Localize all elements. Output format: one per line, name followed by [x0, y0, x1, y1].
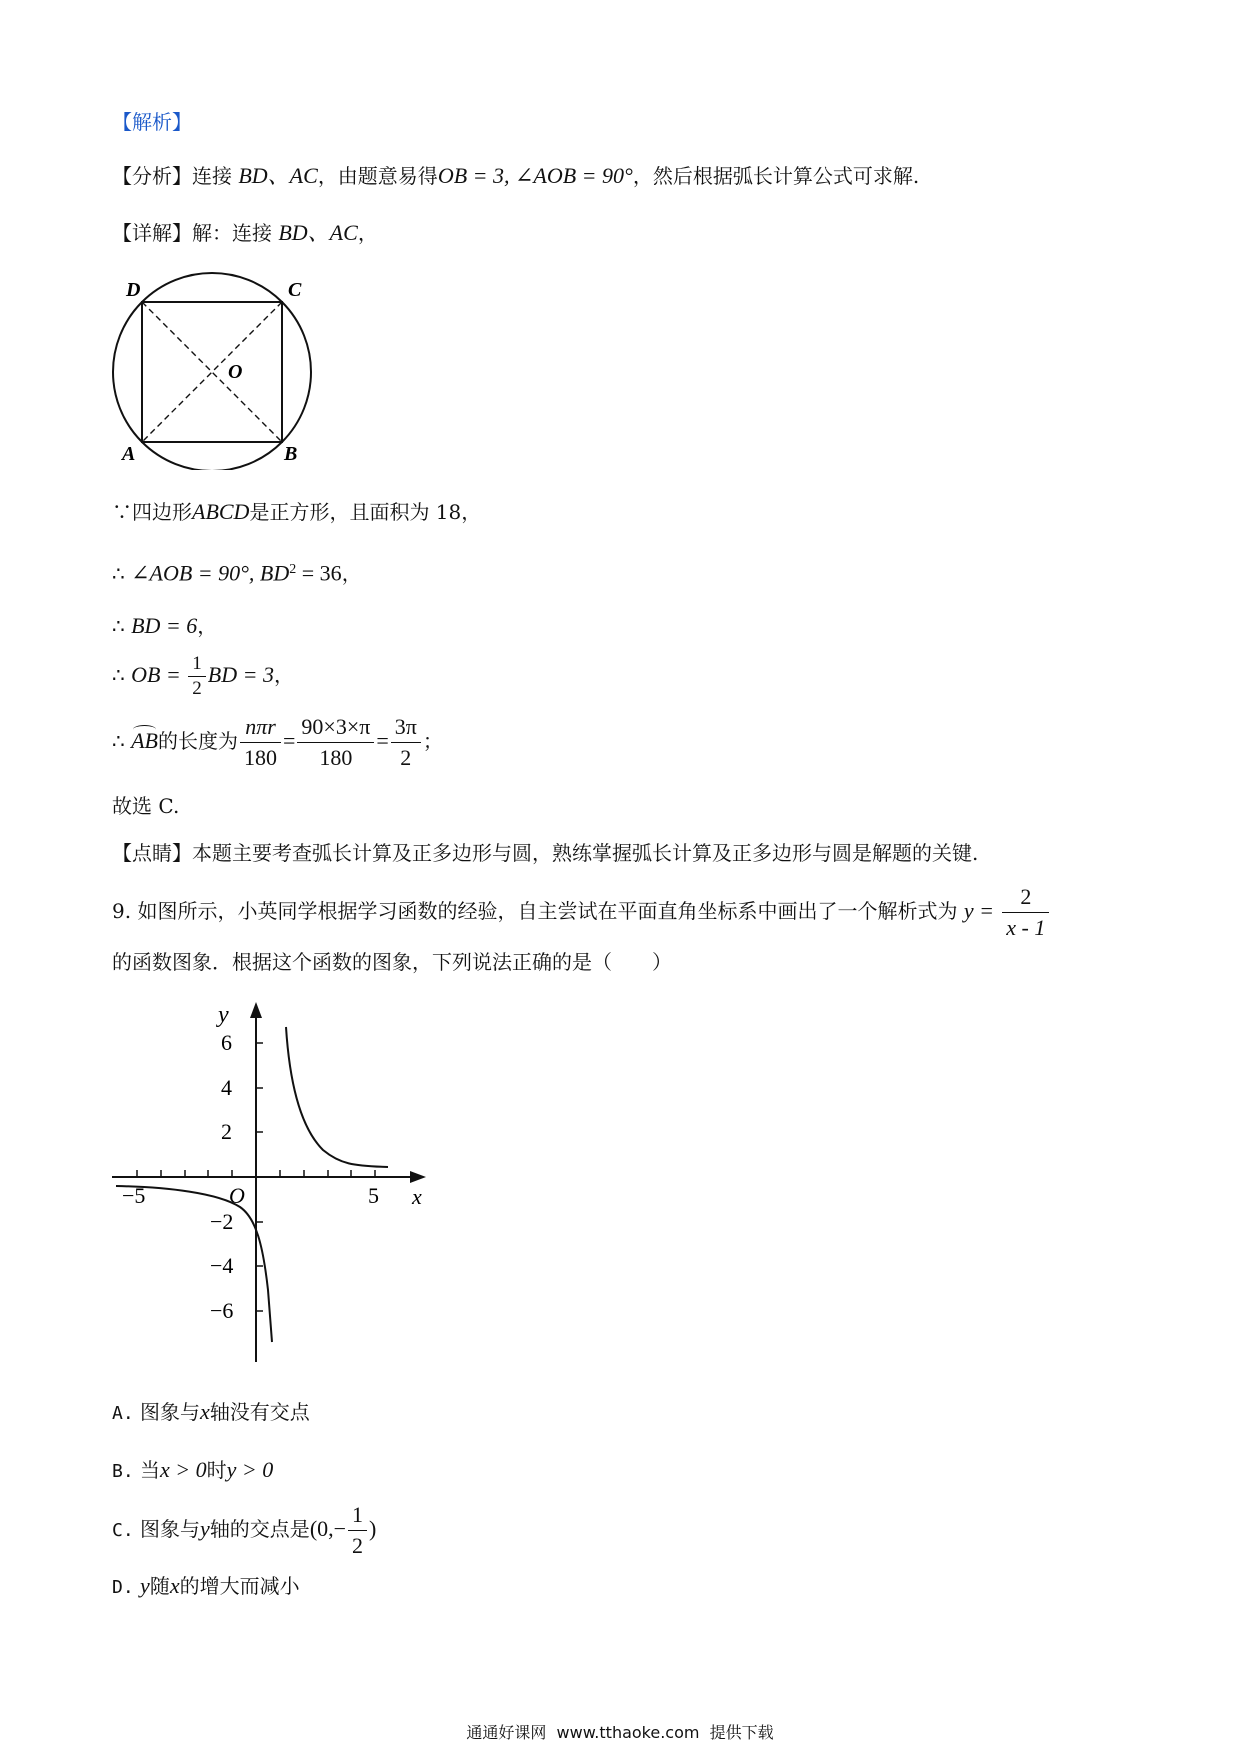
option-c: [112, 1500, 376, 1561]
xiangjie-line: [112, 219, 378, 247]
option-a: [112, 1398, 310, 1428]
step5-f1-num: nπr: [240, 712, 281, 743]
step5-end: ；: [422, 729, 443, 753]
option-b-res: y > 0: [226, 1457, 274, 1482]
footer-watermark: 通通好课网 www.tthaoke.com 提供下载: [466, 1723, 774, 1742]
step4-end: ，: [273, 663, 294, 687]
left-branch-curve: [116, 1186, 272, 1342]
xiangjie-text2: ，: [357, 221, 378, 245]
y-tick-label-neg6: −6: [210, 1298, 234, 1323]
right-branch-curve: [286, 1027, 388, 1167]
q9-line-2: 的函数图象．根据这个函数的图象，下列说法正确的是（ ）: [112, 950, 672, 974]
fenxi-formula: OB = 3, ∠AOB = 90°: [437, 163, 633, 188]
option-c-den: 2: [352, 1533, 364, 1558]
step4-lhs: OB =: [131, 662, 187, 687]
therefore-symbol: ∴: [112, 663, 125, 687]
option-c-fraction: [348, 1500, 367, 1561]
q9-frac-den: x - 1: [1006, 915, 1046, 940]
step5-text: 的长度为: [157, 729, 238, 753]
origin-label: O: [229, 1183, 245, 1208]
fenxi-tag: 【分析】: [112, 164, 192, 188]
diagonal-ca: [142, 302, 282, 442]
xiangjie-text1: 解：连接: [192, 221, 272, 245]
q9-fraction: [1002, 882, 1049, 943]
step-4: [112, 652, 294, 701]
option-d-letter: D.: [112, 1577, 134, 1598]
step5-fraction-2: [297, 712, 374, 773]
option-b-text1: 当: [140, 1458, 161, 1482]
x-axis-arrow: [410, 1171, 426, 1183]
step5-eq-1: =: [282, 728, 296, 753]
vertex-d-label: D: [126, 279, 141, 301]
option-a-x: x: [200, 1399, 210, 1424]
because-symbol: ∵: [112, 500, 132, 524]
step3-math: BD = 6: [131, 613, 198, 638]
step5-f2-den: 180: [319, 745, 353, 770]
option-d-text2: 的增大而减小: [179, 1574, 300, 1598]
step1-text2: 是正方形，且面积为 18，: [249, 500, 482, 524]
step2-sup: 2: [289, 562, 297, 577]
therefore-symbol: ∴: [112, 614, 125, 638]
step5-fraction-3: [391, 712, 421, 773]
therefore-symbol: ∴: [112, 561, 125, 586]
step-3: [112, 612, 217, 640]
option-b-letter: B.: [112, 1461, 134, 1482]
option-c-close: ): [369, 1516, 377, 1541]
fenxi-text2: ，由题意易得: [317, 164, 438, 188]
x-axis-label: x: [412, 1184, 422, 1209]
fenxi-bd-ac: BD、AC: [238, 163, 318, 188]
q9-frac-num: 2: [1002, 882, 1049, 913]
circle-square-figure: [100, 270, 320, 470]
option-a-text1: 图象与: [140, 1400, 201, 1424]
fenxi-line: [112, 162, 919, 190]
step4-num: 1: [188, 652, 206, 677]
step5-f2-num: 90×3×π: [297, 712, 374, 743]
option-c-text2: 轴的交点是: [209, 1517, 310, 1541]
step5-f1-den: 180: [243, 745, 277, 770]
analysis-tag: 【解析】: [112, 110, 192, 134]
x-tick-label-neg5: −5: [122, 1183, 146, 1208]
fenxi-text3: ，然后根据弧长计算公式可求解.: [632, 164, 920, 188]
xiangjie-bd-ac: BD、AC: [278, 220, 358, 245]
y-tick-label-6: 6: [221, 1030, 232, 1055]
step4-fraction: [188, 652, 206, 701]
step2-tail: = 36: [296, 560, 342, 586]
q9-y-eq: y =: [963, 898, 994, 923]
q9-line-1: [112, 882, 1051, 943]
step3-end: ，: [197, 614, 218, 638]
dianjing-text: 本题主要考查弧长计算及正多边形与圆，熟练掌握弧长计算及正多边形与圆是解题的关键.: [192, 841, 979, 865]
step5-f3-num: 3π: [391, 712, 421, 743]
vertex-b-label: B: [284, 443, 298, 465]
x-tick-label-5: 5: [368, 1183, 379, 1208]
diagonal-db: [142, 302, 282, 442]
option-d-x: x: [169, 1573, 180, 1598]
dianjing-line: [112, 839, 978, 867]
step5-fraction-1: [240, 712, 281, 773]
step5-eq-2: =: [376, 728, 389, 753]
option-d-y: y: [140, 1573, 150, 1598]
step2-math: ∠AOB = 90°, BD: [131, 560, 290, 586]
step-5: [112, 712, 443, 773]
q9-stem: 9. 如图所示，小英同学根据学习函数的经验，自主尝试在平面直角坐标系中画出了一个解析式为: [112, 899, 958, 923]
vertex-c-label: C: [288, 279, 302, 301]
option-a-letter: A.: [112, 1403, 134, 1424]
option-a-text2: 轴没有交点: [209, 1400, 310, 1424]
option-b-text2: 时: [206, 1458, 227, 1482]
option-c-num: 1: [348, 1500, 367, 1531]
step5-arc-ab: AB: [131, 728, 158, 753]
step4-den: 2: [192, 678, 202, 699]
step2-end: ，: [341, 561, 362, 586]
dianjing-tag: 【点睛】: [112, 841, 192, 865]
option-c-point: (0,−: [309, 1516, 347, 1541]
option-d: [112, 1572, 300, 1602]
step4-rhs: BD = 3: [207, 662, 274, 687]
y-axis-label: y: [218, 1002, 229, 1028]
step1-abcd: ABCD: [192, 499, 250, 524]
fenxi-text1: 连接: [192, 164, 232, 188]
y-axis-arrow: [250, 1002, 262, 1018]
square-abcd: [142, 302, 282, 442]
vertex-a-label: A: [122, 443, 136, 465]
option-b: [112, 1456, 273, 1486]
y-tick-label-4: 4: [221, 1075, 232, 1100]
option-c-letter: C.: [112, 1520, 134, 1541]
step1-text1: 四边形: [132, 500, 192, 524]
step-6: 故选 C.: [112, 794, 180, 818]
function-graph: [108, 1000, 438, 1370]
step-1: [112, 498, 481, 526]
option-d-text1: 随: [149, 1574, 170, 1598]
therefore-symbol: ∴: [112, 729, 125, 753]
y-tick-label-2: 2: [221, 1119, 232, 1144]
center-o-label: O: [228, 361, 243, 383]
step-2: [112, 556, 362, 588]
y-tick-label-neg4: −4: [210, 1253, 234, 1278]
option-c-y: y: [200, 1516, 210, 1541]
option-b-cond: x > 0: [160, 1457, 207, 1482]
option-c-text1: 图象与: [140, 1517, 201, 1541]
step5-f3-den: 2: [400, 745, 412, 770]
y-tick-label-neg2: −2: [210, 1209, 234, 1234]
xiangjie-tag: 【详解】: [112, 221, 192, 245]
